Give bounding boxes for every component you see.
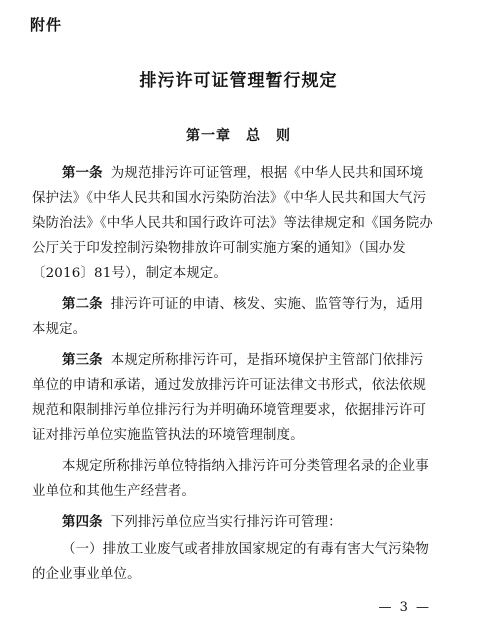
item-1-line-2: 的企业事业单位。 bbox=[32, 567, 141, 582]
article-4-label: 第四条 bbox=[62, 515, 103, 530]
article-2-line-1 bbox=[62, 296, 423, 314]
article-3-line-4: 证对排污单位实施监管执法的环境管理制度。 bbox=[32, 428, 304, 443]
article-3-label: 第三条 bbox=[62, 353, 103, 368]
article-1-text: 为规范排污许可证管理，根据《中华人民共和国环境 bbox=[110, 166, 424, 181]
article-3-line-1 bbox=[62, 352, 423, 370]
article-4-text: 下列排污单位应当实行排污许可管理： bbox=[110, 515, 342, 530]
item-1-line-1: （一）排放工业废气或者排放国家规定的有毒有害大气污染物 bbox=[62, 542, 429, 557]
chapter-heading: 第一章 总 则 bbox=[186, 128, 291, 144]
article-2-line-2: 本规定。 bbox=[32, 322, 87, 337]
article-1-line-1 bbox=[62, 165, 423, 183]
article-3-line-3: 规范和限制排污单位排污行为并明确环境管理要求，依据排污许可 bbox=[32, 403, 427, 418]
article-1-line-4: 公厅关于印发控制污染物排放许可制实施方案的通知》（国办发 bbox=[32, 241, 406, 256]
attachment-label: 附件 bbox=[30, 16, 63, 34]
document-title: 排污许可证管理暂行规定 bbox=[139, 71, 338, 91]
article-1-line-5: 〔2016〕81号），制定本规定。 bbox=[32, 266, 228, 281]
article-1-line-2: 保护法》《中华人民共和国水污染防治法》《中华人民共和国大气污 bbox=[32, 191, 427, 206]
paragraph-extra-line-2: 业单位和其他生产经营者。 bbox=[32, 484, 196, 499]
article-2-text: 排污许可证的申请、核发、实施、监管等行为，适用 bbox=[110, 297, 424, 312]
article-2-label: 第二条 bbox=[62, 297, 103, 312]
article-3-line-2: 单位的申请和承诺，通过发放排污许可证法律文书形式，依法依规 bbox=[32, 378, 427, 393]
article-1-label: 第一条 bbox=[62, 166, 103, 181]
page-number: — 3 — bbox=[378, 600, 431, 615]
article-4-line-1 bbox=[62, 514, 342, 532]
paragraph-extra-line-1: 本规定所称排污单位特指纳入排污许可分类管理名录的企业事 bbox=[62, 459, 429, 474]
article-3-text: 本规定所称排污许可，是指环境保护主管部门依排污 bbox=[110, 353, 424, 368]
article-1-line-3: 染防治法》《中华人民共和国行政许可法》等法律规定和《国务院办 bbox=[32, 216, 434, 231]
